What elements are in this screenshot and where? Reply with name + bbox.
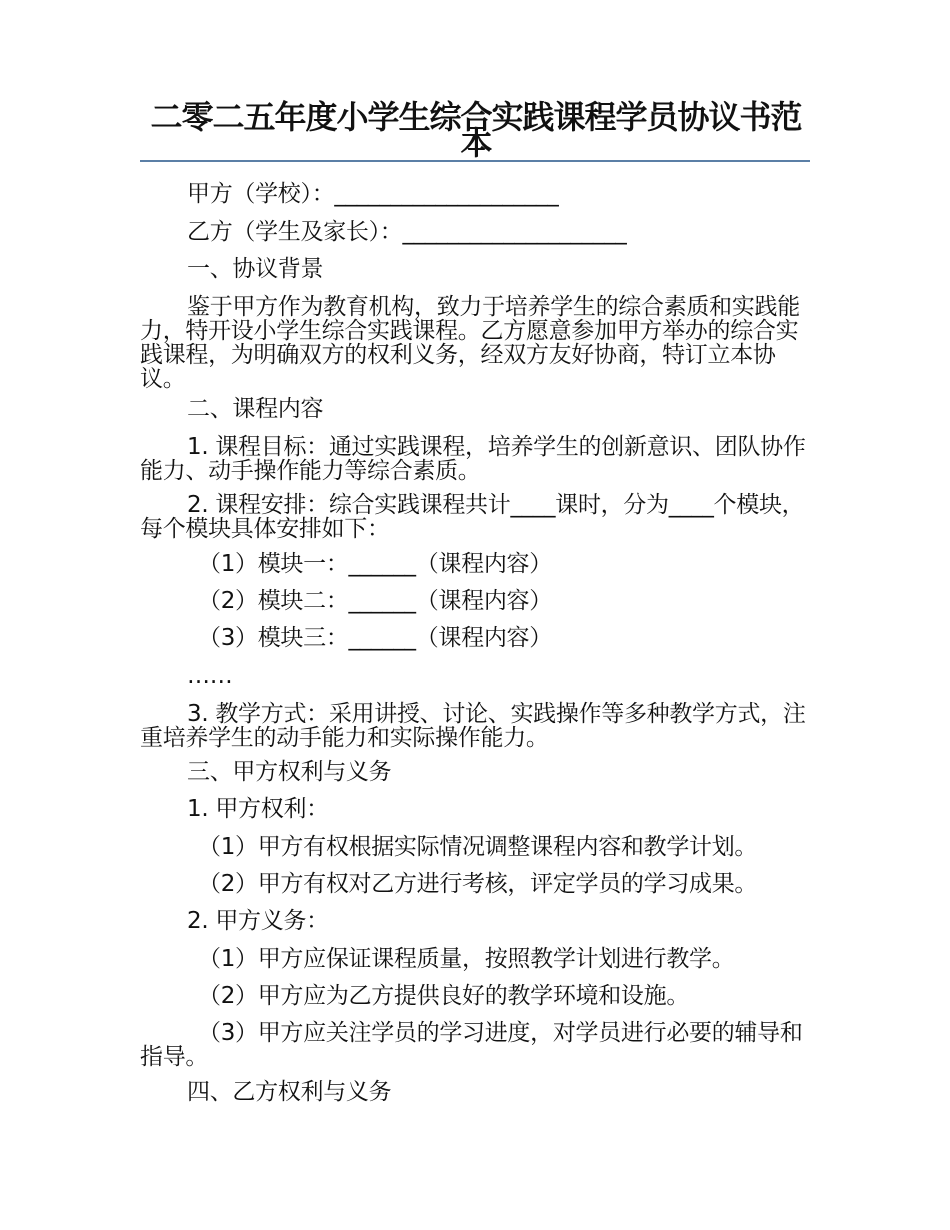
party-a-duty-3: （3）甲方应关注学员的学习进度，对学员进行必要的辅导和指导。 [140,1020,803,1070]
title-divider [140,160,810,162]
party-a-duties-heading: 2. 甲方义务： [187,908,329,934]
background-paragraph: 鉴于甲方作为教育机构，致力于培养学生的综合素质和实践能力，特开设小学生综合实践课程。乙方愿意参加甲方举办的综合实践课程，为明确双方的权利义务，经双方友好协商，特订立本协议。 [140,294,800,392]
party-a-duty-2: （2）甲方应为乙方提供良好的教学环境和设施。 [198,983,690,1009]
module-three-line: （3）模块三：______（课程内容） [198,625,552,651]
party-a-line: 甲方（学校）：____________________ [187,181,559,207]
party-b-line: 乙方（学生及家长）：____________________ [187,219,627,245]
section-heading-party-a: 三、甲方权利与义务 [187,759,392,785]
party-a-right-2: （2）甲方有权对乙方进行考核，评定学员的学习成果。 [198,871,758,897]
document-title: 二零二五年度小学生综合实践课程学员协议书范本 [150,98,802,162]
section-heading-party-b: 四、乙方权利与义务 [187,1079,392,1105]
module-one-line: （1）模块一：______（课程内容） [198,551,552,577]
teaching-method-paragraph: 3. 教学方式：采用讲授、讨论、实践操作等多种教学方式，注重培养学生的动手能力和实际操作能力。 [140,701,806,751]
party-a-right-1: （1）甲方有权根据实际情况调整课程内容和教学计划。 [198,834,758,860]
course-schedule-paragraph: 2. 课程安排：综合实践课程共计____课时，分为____个模块，每个模块具体安排如下： [140,492,805,542]
ellipsis-line: …… [187,663,233,689]
section-heading-background: 一、协议背景 [187,256,324,282]
section-heading-course-content: 二、课程内容 [187,396,324,422]
course-goal-paragraph: 1. 课程目标：通过实践课程，培养学生的创新意识、团队协作能力、动手操作能力等综合素质。 [140,434,806,484]
module-two-line: （2）模块二：______（课程内容） [198,588,552,614]
party-a-rights-heading: 1. 甲方权利： [187,796,329,822]
party-a-duty-1: （1）甲方应保证课程质量，按照教学计划进行教学。 [198,946,735,972]
